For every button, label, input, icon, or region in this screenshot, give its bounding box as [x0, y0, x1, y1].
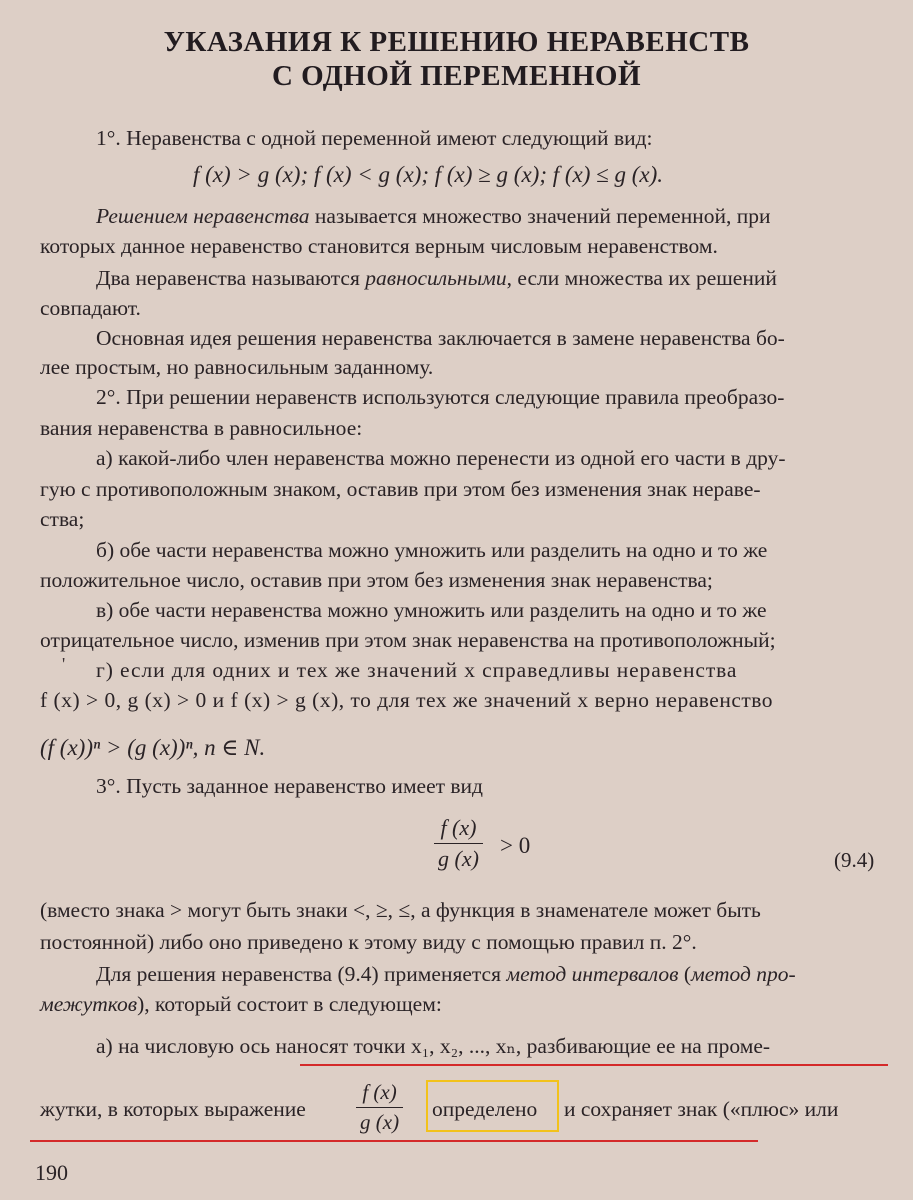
- rule-d-line-2: f (x) > 0, g (x) > 0 и f (x) > g (x), то для тех же значений x верно неравенство: [40, 688, 774, 712]
- rule-a-line-3: ства;: [40, 507, 85, 531]
- rule-a-line-2: гую с противоположным знаком, оставив при этом без изменения знак нераве-: [40, 477, 761, 501]
- term-equivalent: равносильными: [365, 266, 507, 290]
- definition-line-1: Решением неравенства называется множество значений переменной, при: [96, 204, 771, 228]
- section-2-intro-line-2: вания неравенства в равносильное:: [40, 416, 363, 440]
- section-1-intro: 1°. Неравенства с одной переменной имеют следующий вид:: [96, 126, 653, 150]
- rule-c-line-1: в) обе части неравенства можно умножить или разделить на одно и то же: [96, 598, 767, 622]
- method-line-1: Для решения неравенства (9.4) применяется метод интервалов (метод про-: [96, 962, 796, 986]
- main-idea-line-1: Основная идея решения неравенства заключается в замене неравенства бо-: [96, 326, 785, 350]
- section-3-intro: 3°. Пусть заданное неравенство имеет вид: [96, 774, 483, 798]
- rule-d-line-1: г) если для одних и тех же значений x справедливы неравенства: [96, 658, 738, 682]
- step-a-line-2-start: жутки, в которых выражение: [40, 1097, 306, 1121]
- rule-b-line-2: положительное число, оставив при этом без изменения знак неравенства;: [40, 568, 713, 592]
- equivalence-line-2: совпадают.: [40, 296, 141, 320]
- equation-number: (9.4): [834, 848, 875, 872]
- main-idea-line-2: лее простым, но равносильным заданному.: [40, 355, 434, 379]
- note-line-2: постоянной) либо оно приведено к этому виду с помощью правил п. 2°.: [40, 930, 697, 954]
- fraction-f-over-g: f (x) g (x): [356, 1080, 403, 1135]
- definition-line-2: которых данное неравенство становится верным числовым неравенством.: [40, 234, 718, 258]
- rule-c-line-2: отрицательное число, изменив при этом знак неравенства на противоположный;: [40, 628, 776, 652]
- rule-a-line-1: а) какой-либо член неравенства можно перенести из одной его части в дру-: [96, 446, 786, 470]
- fraction-denominator: g (x): [438, 846, 479, 871]
- step-a-line-1: а) на числовую ось наносят точки x₁, x₂, ..., xₙ, разбивающие ее на проме-: [96, 1034, 771, 1058]
- fraction-9-4: [434, 815, 483, 872]
- red-underline-2: [30, 1140, 758, 1142]
- yellow-highlight-box: [426, 1080, 559, 1132]
- term-interval-method: метод интервалов: [506, 962, 679, 986]
- fraction-rhs: > 0: [500, 833, 531, 858]
- method-line-2: межутков), который состоит в следующем:: [40, 992, 442, 1016]
- page-title-line-2: С ОДНОЙ ПЕРЕМЕННОЙ: [271, 60, 642, 92]
- step-a-line-2-end: и сохраняет знак («плюс» или: [564, 1097, 839, 1121]
- print-speck: ': [62, 654, 66, 674]
- section-2-intro-line-1: 2°. При решении неравенств используются следующие правила преобразо-: [96, 385, 785, 409]
- fraction-bar: [434, 843, 483, 844]
- inequality-forms: f (x) > g (x); f (x) < g (x); f (x) ≥ g (x); f (x) ≤ g (x).: [193, 162, 664, 187]
- rule-b-line-1: б) обе части неравенства можно умножить или разделить на одно и то же: [96, 538, 768, 562]
- page-number: 190: [35, 1160, 68, 1185]
- rule-d-formula: (f (x))ⁿ > (g (x))ⁿ, n ∈ N.: [40, 735, 266, 760]
- equivalence-line-1: Два неравенства называются равносильными, если множества их решений: [96, 266, 777, 290]
- page-title-line-1: УКАЗАНИЯ К РЕШЕНИЮ НЕРАВЕНСТВ: [163, 26, 750, 58]
- fraction-numerator: f (x): [440, 815, 477, 840]
- red-underline-1: [300, 1064, 888, 1066]
- highlighted-word-defined: определено: [432, 1097, 538, 1121]
- note-line-1: (вместо знака > могут быть знаки <, ≥, ≤, а функция в знаменателе может быть: [40, 898, 761, 922]
- term-solution: Решением неравенства: [96, 204, 310, 228]
